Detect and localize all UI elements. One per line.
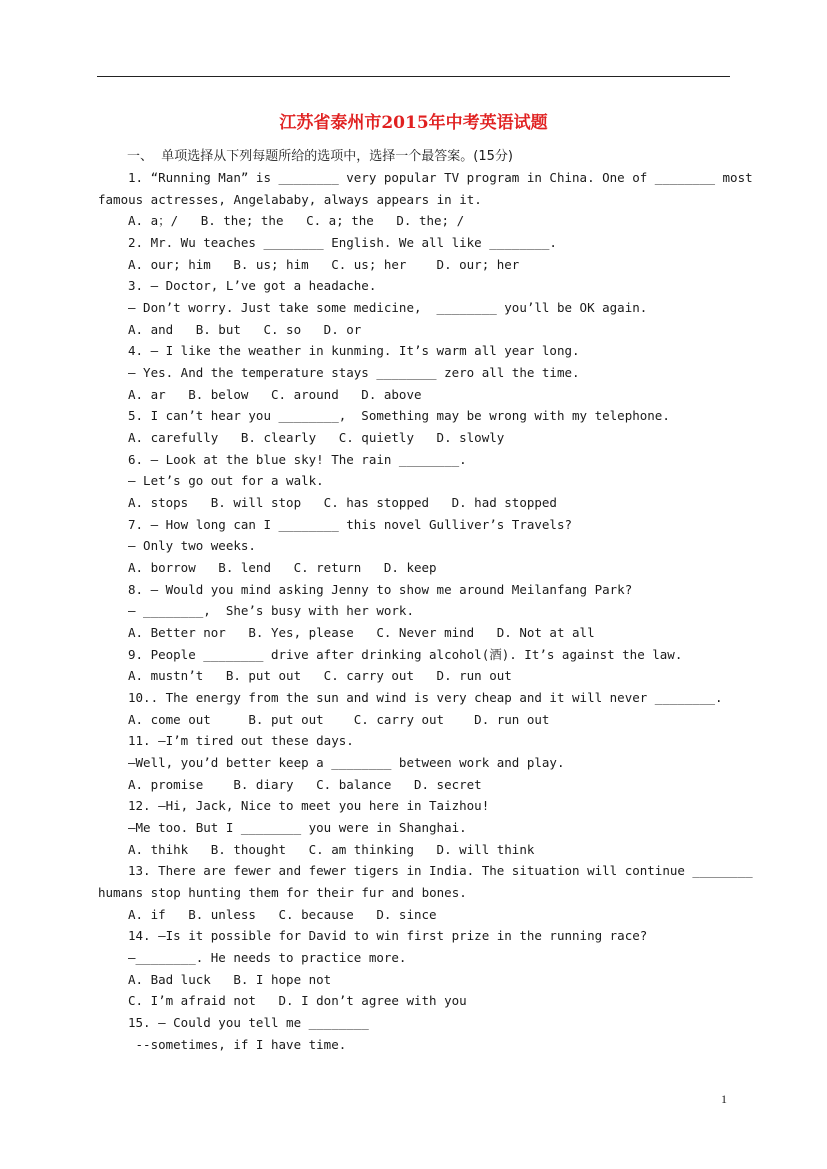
option-line: A. carefully B. clearly C. quietly D. slowly (128, 430, 505, 445)
question-line: — ________, She’s busy with her work. (128, 603, 414, 618)
header-rule (97, 76, 730, 77)
question-line: — Only two weeks. (128, 538, 256, 553)
question-line: 2. Mr. Wu teaches ________ English. We all like ________. (128, 235, 557, 250)
question-line: — Don’t worry. Just take some medicine, ________ you’ll be OK again. (128, 300, 648, 315)
question-line: famous actresses, Angelababy, always appears in it. (98, 192, 482, 207)
option-line: C. I’m afraid not D. I don’t agree with you (128, 993, 467, 1008)
question-line: — Yes. And the temperature stays ________ zero all the time. (128, 365, 580, 380)
option-line: A. thihk B. thought C. am thinking D. will think (128, 842, 535, 857)
option-line: A. promise B. diary C. balance D. secret (128, 777, 482, 792)
option-line: A. come out B. put out C. carry out D. run out (128, 712, 550, 727)
option-line: A. our; him B. us; him C. us; her D. our; her (128, 257, 520, 272)
question-line: 5. I can’t hear you ________, Something may be wrong with my telephone. (128, 408, 670, 423)
question-line: 1. “Running Man” is ________ very popular TV program in China. One of ________ most (128, 170, 753, 185)
question-line: —________. He needs to practice more. (128, 950, 407, 965)
question-line: --sometimes, if I have time. (128, 1037, 347, 1052)
option-line: A. ar B. below C. around D. above (128, 387, 422, 402)
question-line: 12. —Hi, Jack, Nice to meet you here in Taizhou! (128, 798, 490, 813)
option-line: A. Bad luck B. I hope not (128, 972, 332, 987)
question-line: 11. —I’m tired out these days. (128, 733, 354, 748)
question-line: 7. — How long can I ________ this novel Gulliver’s Travels? (128, 517, 573, 532)
option-line: A. mustn’t B. put out C. carry out D. run out (128, 668, 512, 683)
option-line: A. a；/ B. the; the C. a; the D. the; / (128, 213, 465, 228)
question-line: 8. — Would you mind asking Jenny to show me around Meilanfang Park? (128, 582, 633, 597)
question-line: 9. People ________ drive after drinking alcohol(酒). It’s against the law. (128, 647, 683, 662)
question-line: 14. —Is it possible for David to win first prize in the running race? (128, 928, 648, 943)
page-title: 江苏省泰州市2015年中考英语试题 (279, 113, 548, 133)
question-line: 15. — Could you tell me ________ (128, 1015, 369, 1030)
question-line: 6. — Look at the blue sky! The rain ________. (128, 452, 467, 467)
question-line: 3. — Doctor, L’ve got a headache. (128, 278, 377, 293)
option-line: A. Better nor B. Yes, please C. Never mind D. Not at all (128, 625, 595, 640)
question-line: —Me too. But I ________ you were in Shanghai. (128, 820, 467, 835)
question-line: — Let’s go out for a walk. (128, 473, 324, 488)
option-line: A. and B. but C. so D. or (128, 322, 362, 337)
option-line: A. if B. unless C. because D. since (128, 907, 437, 922)
question-line: 4. — I like the weather in kunming. It’s warm all year long. (128, 343, 580, 358)
question-line: 10.. The energy from the sun and wind is very cheap and it will never ________. (128, 690, 723, 705)
section-heading: 一、 单项选择从下列每题所给的选项中，选择一个最答案。(15分) (127, 149, 513, 164)
question-line: 13. There are fewer and fewer tigers in India. The situation will continue ________ (128, 863, 753, 878)
question-line: —Well, you’d better keep a ________ between work and play. (128, 755, 565, 770)
option-line: A. borrow B. lend C. return D. keep (128, 560, 437, 575)
page-number: 1 (721, 1092, 727, 1106)
option-line: A. stops B. will stop C. has stopped D. had stopped (128, 495, 557, 510)
question-line: humans stop hunting them for their fur and bones. (98, 885, 467, 900)
